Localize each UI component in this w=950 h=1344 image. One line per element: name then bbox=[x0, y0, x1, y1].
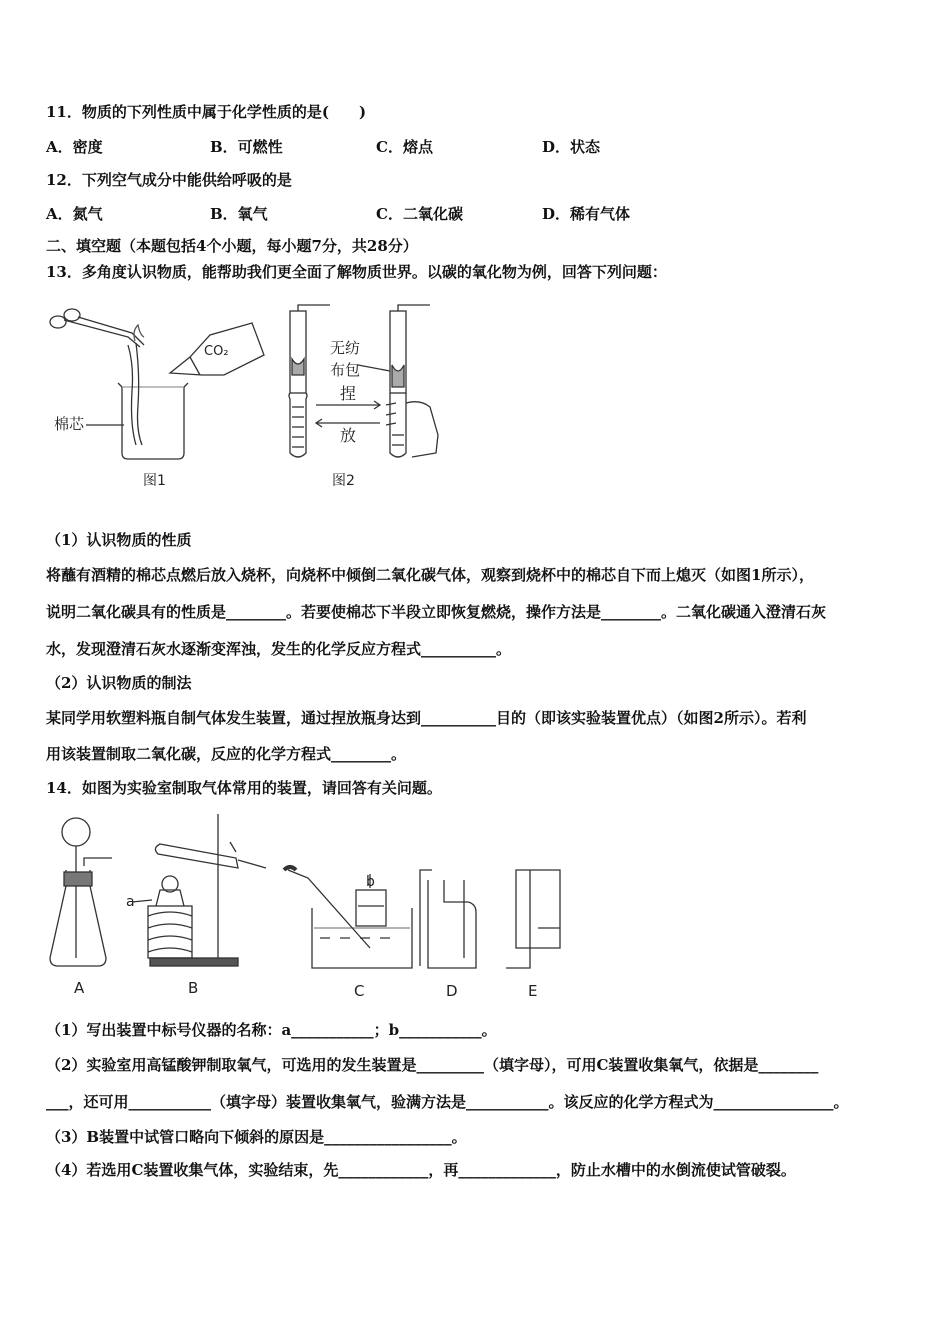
core-label: 棉芯 bbox=[54, 415, 85, 433]
q12-option-a[interactable]: A．氮气 bbox=[46, 205, 103, 223]
q11-option-a[interactable]: A．密度 bbox=[46, 138, 103, 156]
bottle-device-figure bbox=[289, 305, 438, 457]
q11-option-b[interactable]: B．可燃性 bbox=[210, 138, 283, 156]
q12-option-d[interactable]: D．稀有气体 bbox=[542, 205, 631, 223]
apparatus-d bbox=[420, 870, 476, 968]
q13-part1-title: （1）认识物质的性质 bbox=[46, 531, 192, 549]
q12-stem: 12．下列空气成分中能供给呼吸的是 bbox=[46, 171, 292, 189]
apparatus-b bbox=[132, 814, 266, 966]
q13-part2-line2: 用该装置制取二氧化碳，反应的化学方程式________。 bbox=[46, 745, 407, 763]
q13-stem: 13．多角度认识物质，能帮助我们更全面了解物质世界。以碳的氧化物为例，回答下列问题： bbox=[46, 263, 667, 281]
q13-part2-title: （2）认识物质的制法 bbox=[46, 674, 192, 692]
label-apparatus-e: E bbox=[528, 982, 538, 1000]
q11-stem: 11．物质的下列性质中属于化学性质的是( ) bbox=[46, 103, 367, 121]
apparatus-c bbox=[284, 867, 412, 968]
q13-figures bbox=[40, 295, 460, 495]
figure1-caption: 图1 bbox=[143, 473, 166, 489]
figure2-caption: 图2 bbox=[332, 473, 355, 489]
label-apparatus-b: B bbox=[188, 979, 199, 997]
q12-option-b[interactable]: B．氧气 bbox=[210, 205, 268, 223]
q12-option-c[interactable]: C．二氧化碳 bbox=[376, 205, 463, 223]
q14-apparatus bbox=[40, 808, 580, 1003]
label-b-marker: b bbox=[366, 874, 375, 890]
q11-option-d[interactable]: D．状态 bbox=[542, 138, 601, 156]
q14-part4: （4）若选用C装置收集气体，实验结束，先____________，再_____________，防止水槽中的水倒流使试管破裂。 bbox=[46, 1161, 796, 1179]
label-apparatus-c: C bbox=[354, 982, 365, 1000]
bag-label-2: 布包 bbox=[330, 361, 361, 379]
q14-part3: （3）B装置中试管口略向下倾斜的原因是_________________。 bbox=[46, 1128, 467, 1146]
q13-part2-line1: 某同学用软塑料瓶自制气体发生装置，通过捏放瓶身达到__________目的（即该实验装置优点）（如图2所示）。若利 bbox=[46, 709, 807, 727]
squeeze-label: 捏 bbox=[340, 384, 357, 403]
apparatus-a bbox=[50, 818, 112, 966]
q13-part1-line1: 将蘸有酒精的棉芯点燃后放入烧杯，向烧杯中倾倒二氧化碳气体，观察到烧杯中的棉芯自下而上熄灭（如图1所示）， bbox=[46, 566, 814, 584]
bottle-label: CO₂ bbox=[204, 344, 229, 359]
q14-stem: 14．如图为实验室制取气体常用的装置，请回答有关问题。 bbox=[46, 779, 442, 797]
section-heading: 二、填空题（本题包括4个小题，每小题7分，共28分） bbox=[46, 237, 418, 255]
q14-part1: （1）写出装置中标号仪器的名称：a___________；b___________。 bbox=[46, 1021, 497, 1039]
release-label: 放 bbox=[340, 426, 357, 445]
label-apparatus-d: D bbox=[446, 982, 458, 1000]
label-a-marker: a bbox=[126, 894, 135, 910]
q13-part1-line2: 说明二氧化碳具有的性质是________。若要使棉芯下半段立即恢复燃烧，操作方法是________。二氧化碳通入澄清石灰 bbox=[46, 603, 827, 621]
label-apparatus-a: A bbox=[74, 979, 85, 997]
q13-part1-line3: 水，发现澄清石灰水逐渐变浑浊，发生的化学反应方程式__________。 bbox=[46, 640, 512, 658]
bag-label-1: 无纺 bbox=[330, 339, 361, 357]
q14-part2-line1: （2）实验室用高锰酸钾制取氧气，可选用的发生装置是_________（填字母），可用C装置收集氧气，依据是________ bbox=[46, 1056, 819, 1074]
beaker-figure bbox=[50, 309, 264, 459]
q14-part2-line2: ___，还可用___________（填字母）装置收集氧气，验满方法是___________。该反应的化学方程式为________________。 bbox=[46, 1093, 849, 1111]
q11-option-c[interactable]: C．熔点 bbox=[376, 138, 433, 156]
apparatus-e bbox=[506, 870, 560, 968]
